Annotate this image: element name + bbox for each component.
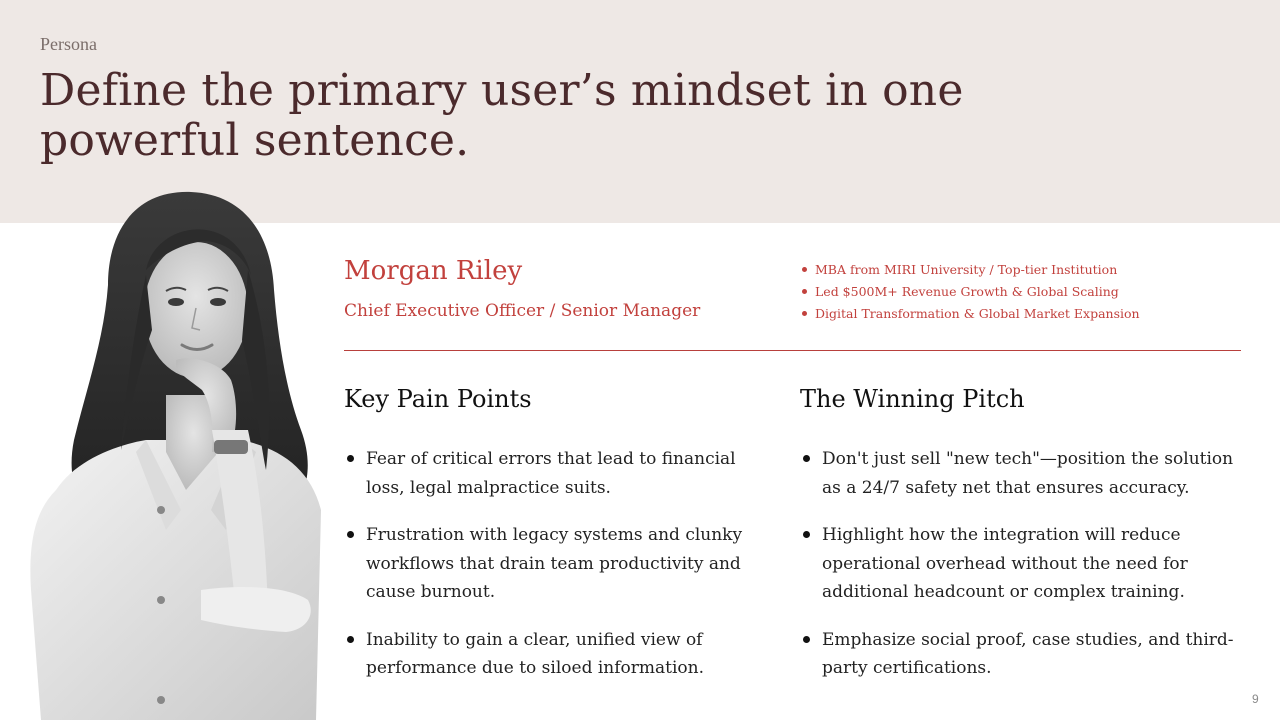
winning-pitch-heading: The Winning Pitch <box>800 385 1025 413</box>
pitch-item: Emphasize social proof, case studies, and third-party certifications. <box>800 626 1240 683</box>
pain-point-item: Fear of critical errors that lead to financial loss, legal malpractice suits. <box>344 445 776 502</box>
persona-portrait <box>16 190 326 720</box>
winning-pitch-list <box>800 445 1240 702</box>
pain-points-heading: Key Pain Points <box>344 385 532 413</box>
persona-name: Morgan Riley <box>344 256 523 286</box>
pain-point-item: Frustration with legacy systems and clunky workflows that drain team productivity and cause burnout. <box>344 521 776 607</box>
section-divider <box>344 350 1241 351</box>
page-number: 9 <box>1252 692 1259 706</box>
pitch-item: Don't just sell "new tech"—position the solution as a 24/7 safety net that ensures accuracy. <box>800 445 1240 502</box>
pain-points-list <box>344 445 776 702</box>
section-label: Persona <box>40 34 97 54</box>
credential-item: Digital Transformation & Global Market Expansion <box>800 303 1140 325</box>
credentials-list <box>800 259 1140 325</box>
credential-item: Led $500M+ Revenue Growth & Global Scaling <box>800 281 1140 303</box>
pain-point-item: Inability to gain a clear, unified view of performance due to siloed information. <box>344 626 776 683</box>
persona-role: Chief Executive Officer / Senior Manager <box>344 301 701 321</box>
pitch-item: Highlight how the integration will reduce operational overhead without the need for additional headcount or complex training. <box>800 521 1240 607</box>
credential-item: MBA from MIRI University / Top-tier Institution <box>800 259 1140 281</box>
page-title: Define the primary user’s mindset in one powerful sentence. <box>40 65 964 166</box>
